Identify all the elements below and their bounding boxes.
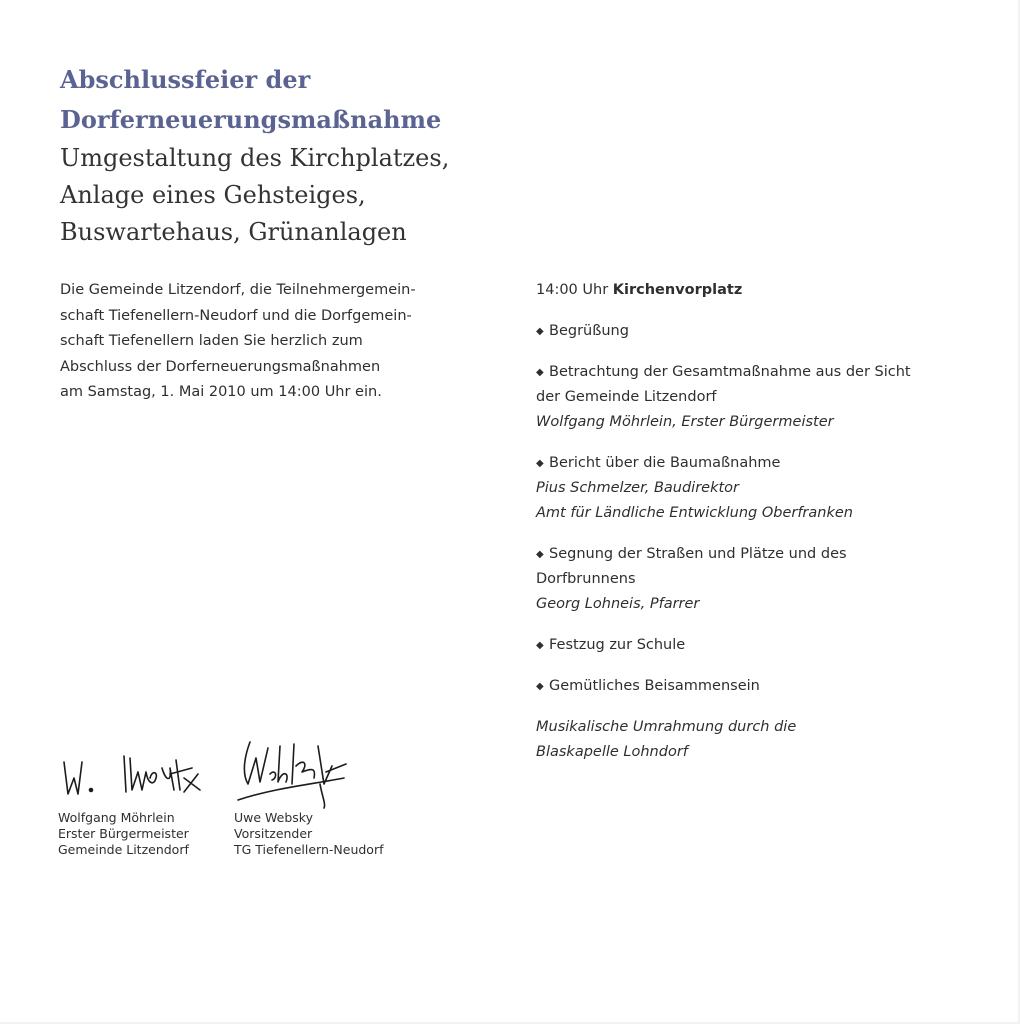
program-time-location [536,278,976,303]
invitation-text [60,278,460,406]
subtitle-line-1: Umgestaltung des Kirchplatzes, [60,144,450,172]
signature-org: Gemeinde Litzendorf [58,842,189,857]
closing-note [536,715,976,765]
diamond-icon: ◆ [536,681,544,692]
diamond-icon: ◆ [536,458,544,469]
signature-websky [234,738,424,810]
intro-line: Die Gemeinde Litzendorf, die Teilnehmergemein- [60,282,416,298]
program-item-title: Dorfbrunnens [536,571,636,587]
program-location: Kirchenvorplatz [612,282,743,298]
program-item-title: der Gemeinde Litzendorf [536,389,717,405]
program-item-title: Bericht über die Baumaßnahme [549,455,781,471]
signature-block-moehrlein [58,738,228,858]
subtitle-line-2: Anlage eines Gehsteiges, [60,181,366,209]
signature-org: TG Tiefenellern-Neudorf [234,842,384,857]
intro-line: schaft Tiefenellern-Neudorf und die Dorfgemein- [60,307,412,324]
signature-name: Uwe Websky [234,810,313,825]
title-line-1: Abschlussfeier der [60,65,311,94]
program-list [536,278,976,765]
intro-line: schaft Tiefenellern laden Sie herzlich zum [60,333,363,350]
signature-moehrlein [58,738,228,810]
program-item-title: Festzug zur Schule [549,637,686,653]
intro-line: Abschluss der Dorferneuerungsmaßnahmen [60,358,381,375]
signature-text-websky [234,810,424,858]
signature-name: Wolfgang Möhrlein [58,810,175,825]
program-item [536,451,976,526]
program-item [536,674,976,699]
program-item-title: Gemütliches Beisammensein [549,678,760,694]
intro-line: am Samstag, 1. Mai 2010 um 14:00 Uhr ein. [60,384,382,401]
program-item-title: Betrachtung der Gesamtmaßnahme aus der Sicht [549,364,911,380]
signature-block-websky [234,738,424,858]
program-item-speaker: Wolfgang Möhrlein, Erster Bürgermeister [536,414,834,430]
program-item-title: Begrüßung [549,323,629,339]
program-item [536,633,976,658]
closing-line: Blaskapelle Lohndorf [536,744,688,760]
title-block [60,60,620,251]
closing-line: Musikalische Umrahmung durch die [536,719,797,735]
diamond-icon: ◆ [536,549,544,560]
diamond-icon: ◆ [536,640,544,651]
program-item [536,542,976,617]
program-item-title: Segnung der Straßen und Plätze und des [549,546,847,562]
program-time: 14:00 Uhr [536,282,609,298]
subtitle-line-3: Buswartehaus, Grünanlagen [60,218,407,246]
program-item [536,360,976,435]
program-item-speaker: Georg Lohneis, Pfarrer [536,596,700,612]
program-item [536,319,976,344]
signature-role: Erster Bürgermeister [58,826,189,841]
title-line-2: Dorferneuerungsmaßnahme [60,105,442,134]
diamond-icon: ◆ [536,326,544,337]
signature-role: Vorsitzender [234,826,313,841]
signature-text-moehrlein [58,810,228,858]
program-item-speaker: Pius Schmelzer, Baudirektor [536,480,739,496]
diamond-icon: ◆ [536,367,544,378]
program-item-speaker: Amt für Ländliche Entwicklung Oberfranken [536,505,853,521]
